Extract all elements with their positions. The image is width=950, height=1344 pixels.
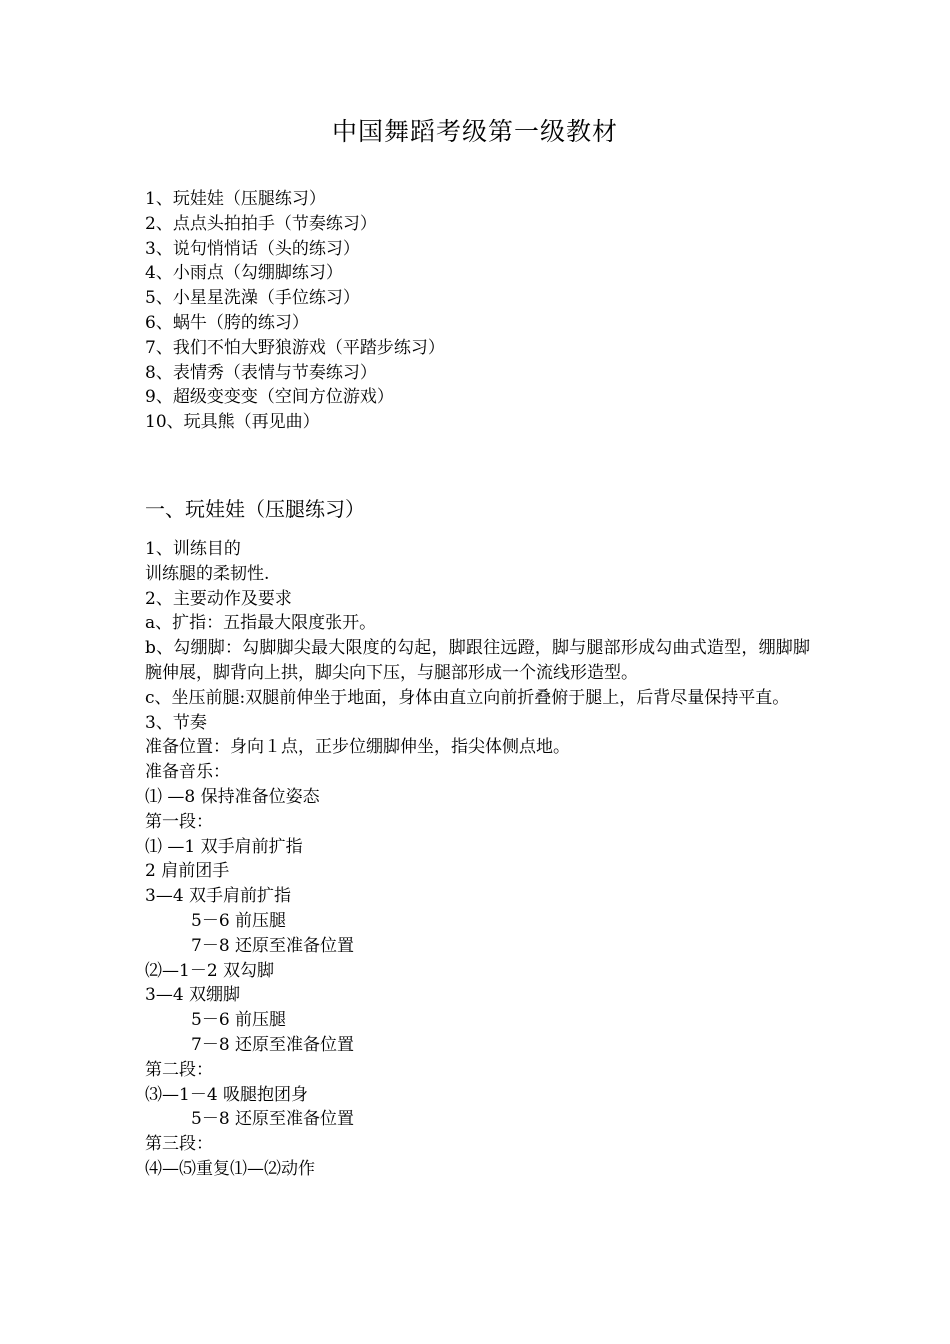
- part-label: 第一段：: [145, 811, 213, 832]
- count-line: ⑴ —1 双手肩前扩指: [145, 836, 303, 857]
- subheading-movements: 2、主要动作及要求: [145, 588, 292, 609]
- table-of-contents: [145, 187, 445, 435]
- count-line: 7－8 还原至准备位置: [191, 1034, 355, 1055]
- count-line: 3—4 双手肩前扩指: [145, 886, 292, 907]
- count-line: 7－8 还原至准备位置: [191, 935, 355, 956]
- paragraph: a、扩指：五指最大限度张开。: [145, 613, 377, 634]
- paragraph: 准备位置：身向１点，正步位绷脚伸坐，指尖体侧点地。: [145, 737, 570, 758]
- toc-item: 6、蜗牛（胯的练习）: [145, 312, 309, 333]
- count-line: 5－6 前压腿: [191, 1010, 287, 1031]
- toc-item: 10、玩具熊（再见曲）: [145, 412, 320, 433]
- count-line: ⑴ —8 保持准备位姿态: [145, 786, 320, 807]
- toc-item: 8、表情秀（表情与节奏练习）: [145, 362, 377, 383]
- section-heading: 一、玩娃娃（压腿练习）: [145, 497, 365, 521]
- count-line: ⑵—1－2 双勾脚: [145, 960, 275, 981]
- toc-item: 9、超级变变变（空间方位游戏）: [145, 387, 394, 408]
- paragraph: 训练腿的柔韧性.: [145, 563, 270, 584]
- toc-item: 2、点点头拍拍手（节奏练习）: [145, 213, 377, 234]
- paragraph: 准备音乐：: [145, 762, 230, 783]
- toc-item: 5、小星星洗澡（手位练习）: [145, 288, 360, 309]
- part-label: 第三段：: [145, 1134, 213, 1155]
- count-line: 2 肩前团手: [145, 861, 230, 882]
- section-body: [145, 537, 810, 1182]
- count-line: ⑷—⑸重复⑴—⑵动作: [145, 1158, 315, 1179]
- count-line: ⑶—1－4 吸腿抱团身: [145, 1084, 309, 1105]
- document-title: 中国舞蹈考级第一级教材: [331, 117, 618, 146]
- count-line: 3—4 双绷脚: [145, 985, 241, 1006]
- part-label: 第二段：: [145, 1059, 213, 1080]
- toc-item: 1、玩娃娃（压腿练习）: [145, 189, 326, 209]
- toc-item: 4、小雨点（勾绷脚练习）: [145, 263, 343, 284]
- paragraph: b、勾绷脚：勾脚脚尖最大限度的勾起，脚跟往远蹬，脚与腿部形成勾曲式造型，绷脚脚腕伸展，脚背向上拱，脚尖向下压，与腿部形成一个流线形造型。: [145, 638, 810, 683]
- subheading-rhythm: 3、节奏: [145, 712, 207, 733]
- count-line: 5－6 前压腿: [191, 910, 287, 931]
- paragraph: c、坐压前腿:双腿前伸坐于地面，身体由直立向前折叠俯于腿上，后背尽量保持平直。: [145, 687, 790, 708]
- count-line: 5－8 还原至准备位置: [191, 1109, 355, 1130]
- toc-item: 7、我们不怕大野狼游戏（平踏步练习）: [145, 337, 445, 358]
- subheading-purpose: 1、训练目的: [145, 539, 241, 559]
- toc-item: 3、说句悄悄话（头的练习）: [145, 238, 360, 259]
